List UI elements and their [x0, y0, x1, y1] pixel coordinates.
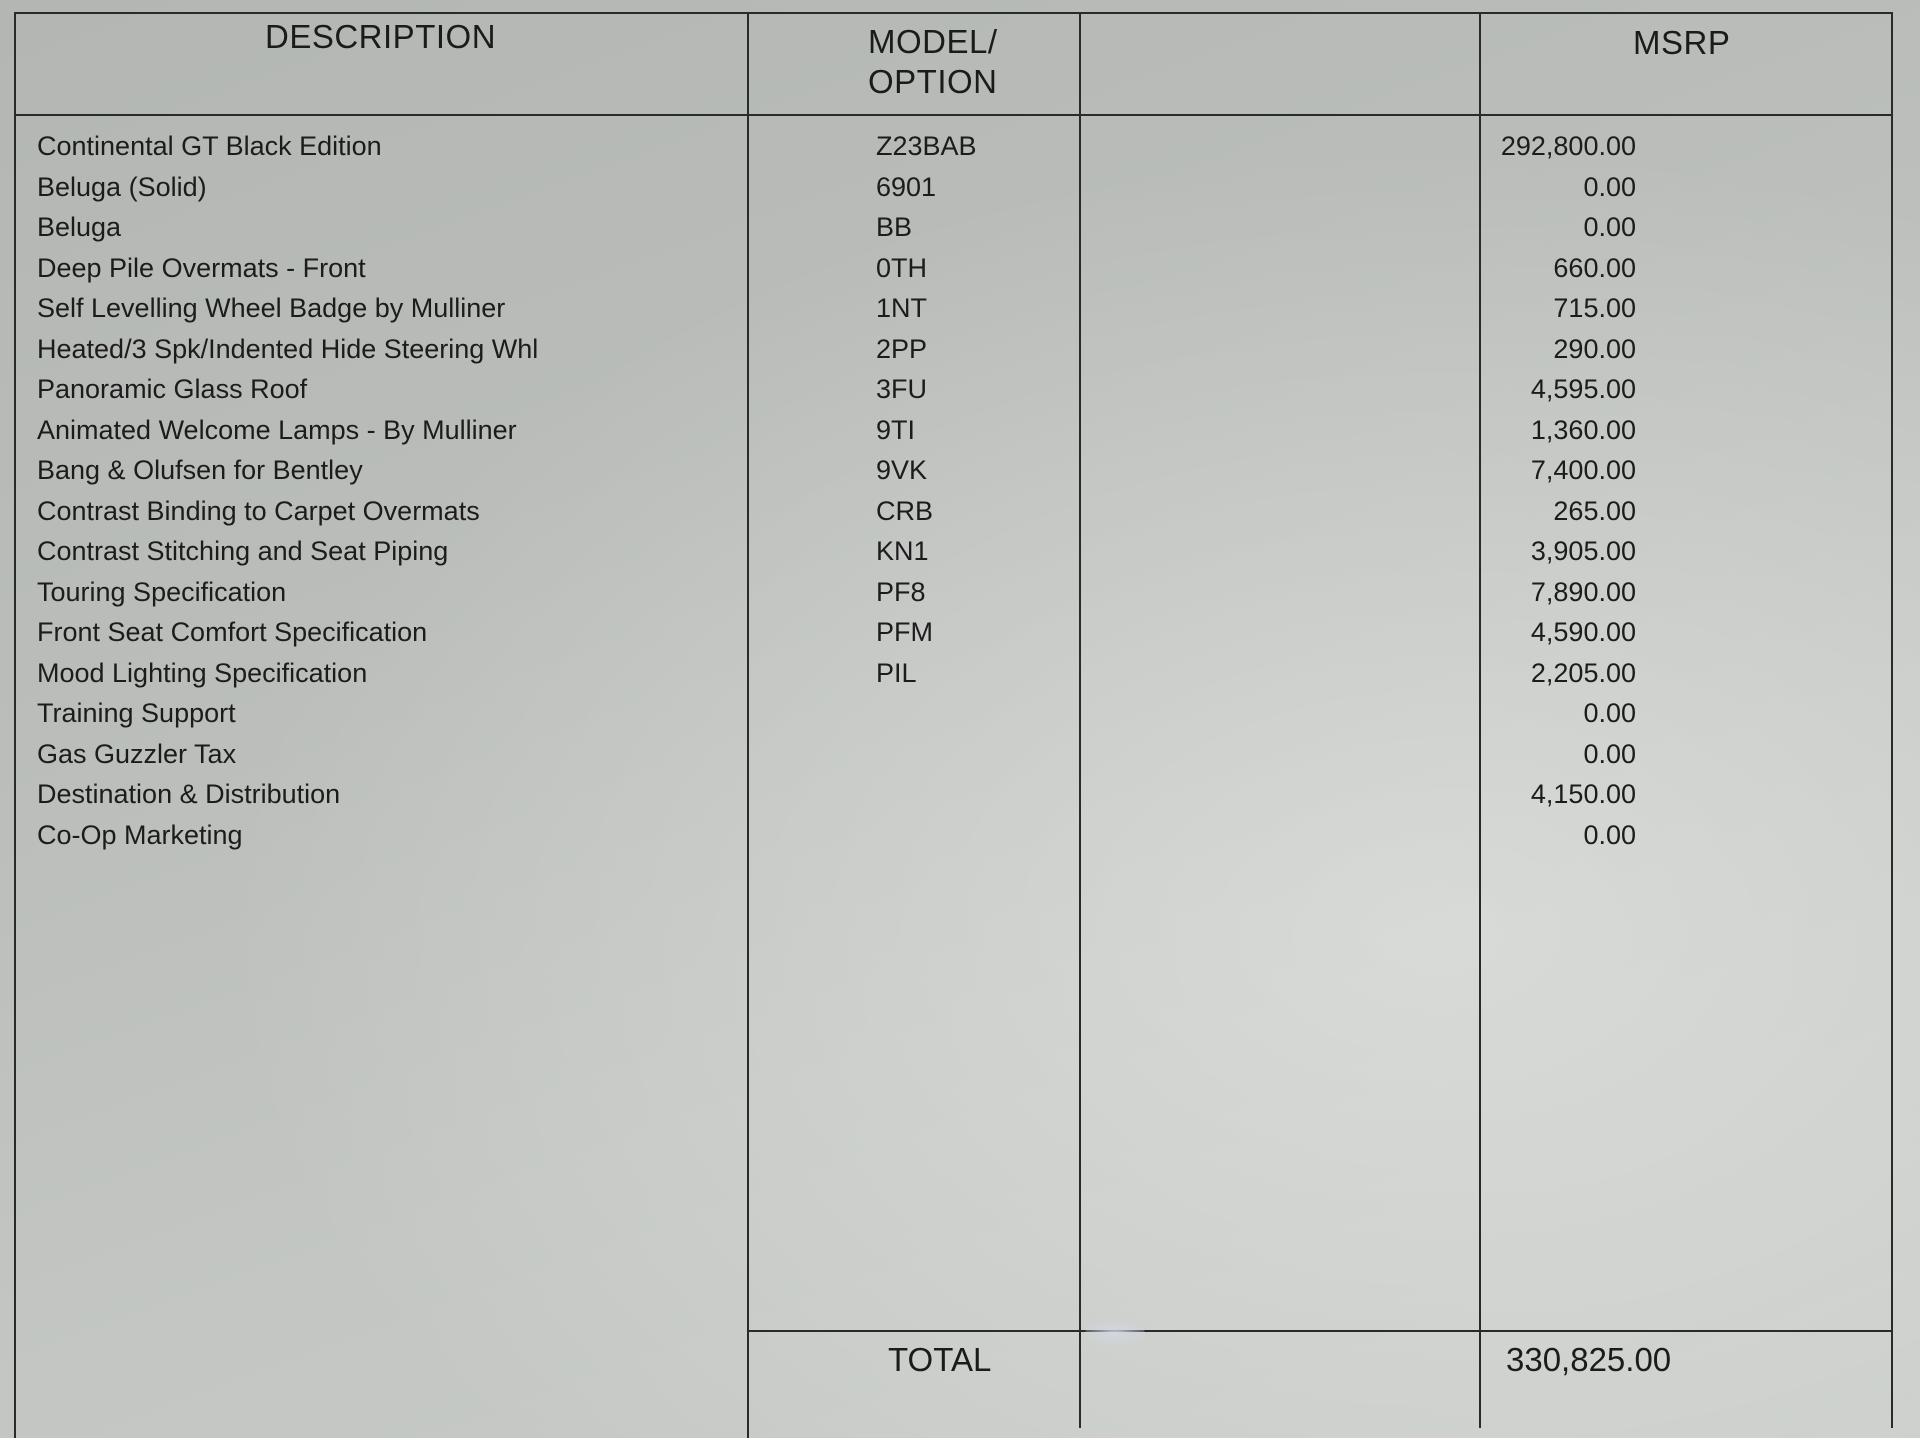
item-description: Deep Pile Overmats - Front	[37, 252, 366, 283]
table-row	[0, 653, 1920, 694]
item-msrp: 7,400.00	[1530, 455, 1636, 485]
item-code: CRB	[876, 495, 934, 526]
item-description: Contrast Binding to Carpet Overmats	[37, 495, 480, 526]
item-code: 1NT	[876, 293, 928, 323]
item-description: Heated/3 Spk/Indented Hide Steering Whl	[37, 333, 539, 364]
item-code: PFM	[876, 617, 933, 647]
table-row	[0, 126, 1920, 167]
item-msrp: 660.00	[1553, 252, 1636, 283]
table-row	[0, 450, 1920, 491]
item-description: Bang & Olufsen for Bentley	[37, 455, 363, 485]
item-description: Beluga (Solid)	[37, 171, 207, 202]
item-msrp: 292,800.00	[1500, 131, 1636, 161]
item-msrp: 715.00	[1553, 293, 1636, 323]
table-row	[0, 734, 1920, 775]
item-description: Continental GT Black Edition	[37, 131, 382, 161]
item-msrp: 4,595.00	[1530, 374, 1636, 404]
table-row	[0, 288, 1920, 329]
item-description: Self Levelling Wheel Badge by Mulliner	[37, 293, 506, 323]
table-row	[0, 369, 1920, 410]
item-code: PF8	[876, 576, 926, 607]
table-row	[0, 207, 1920, 248]
table-row	[0, 167, 1920, 208]
item-description: Touring Specification	[37, 576, 287, 607]
table-row	[0, 531, 1920, 572]
header-model-option	[868, 22, 998, 102]
item-msrp: 2,205.00	[1530, 657, 1636, 688]
item-description: Contrast Stitching and Seat Piping	[37, 536, 449, 566]
item-code: 0TH	[876, 252, 928, 283]
top-border	[14, 12, 1892, 14]
table-row	[0, 410, 1920, 451]
item-code: Z23BAB	[876, 131, 977, 161]
total-label: TOTAL	[888, 1341, 992, 1378]
item-description: Co-Op Marketing	[37, 819, 243, 850]
table-row	[0, 329, 1920, 370]
item-code: BB	[876, 212, 913, 242]
table-row	[0, 248, 1920, 289]
item-msrp: 0.00	[1583, 698, 1636, 728]
line-items	[0, 126, 1920, 855]
table-row	[0, 815, 1920, 856]
item-msrp: 265.00	[1553, 495, 1636, 526]
item-msrp: 0.00	[1583, 819, 1636, 850]
header-msrp: MSRP	[1633, 24, 1731, 61]
item-description: Destination & Distribution	[37, 779, 341, 809]
item-msrp: 4,150.00	[1530, 779, 1636, 809]
header-description: DESCRIPTION	[265, 18, 497, 55]
item-msrp: 0.00	[1583, 738, 1636, 769]
item-description: Front Seat Comfort Specification	[37, 617, 428, 647]
item-code: KN1	[876, 536, 929, 566]
item-description: Gas Guzzler Tax	[37, 738, 237, 769]
item-description: Training Support	[37, 698, 236, 728]
smudge-mark	[1085, 1322, 1145, 1344]
item-description: Mood Lighting Specification	[37, 657, 368, 688]
total-divider	[747, 1330, 1892, 1332]
table-row	[0, 491, 1920, 532]
item-msrp: 0.00	[1583, 171, 1636, 202]
item-code: 2PP	[876, 333, 928, 364]
item-code: 9VK	[876, 455, 928, 485]
item-msrp: 0.00	[1583, 212, 1636, 242]
item-msrp: 4,590.00	[1530, 617, 1636, 647]
total-value: 330,825.00	[1506, 1341, 1672, 1378]
header-model-line1: MODEL/	[868, 23, 998, 60]
item-code: 6901	[876, 171, 937, 202]
item-msrp: 1,360.00	[1530, 414, 1636, 445]
item-code: 9TI	[876, 414, 916, 445]
item-msrp: 7,890.00	[1530, 576, 1636, 607]
item-code: 3FU	[876, 374, 928, 404]
item-description: Animated Welcome Lamps - By Mulliner	[37, 414, 517, 445]
table-row	[0, 572, 1920, 613]
item-msrp: 290.00	[1553, 333, 1636, 364]
header-divider	[14, 114, 1892, 116]
item-description: Panoramic Glass Roof	[37, 374, 308, 404]
item-msrp: 3,905.00	[1530, 536, 1636, 566]
table-row	[0, 774, 1920, 815]
item-code: PIL	[876, 657, 917, 688]
item-description: Beluga	[37, 212, 122, 242]
table-row	[0, 693, 1920, 734]
header-model-line2: OPTION	[868, 63, 998, 100]
table-row	[0, 612, 1920, 653]
